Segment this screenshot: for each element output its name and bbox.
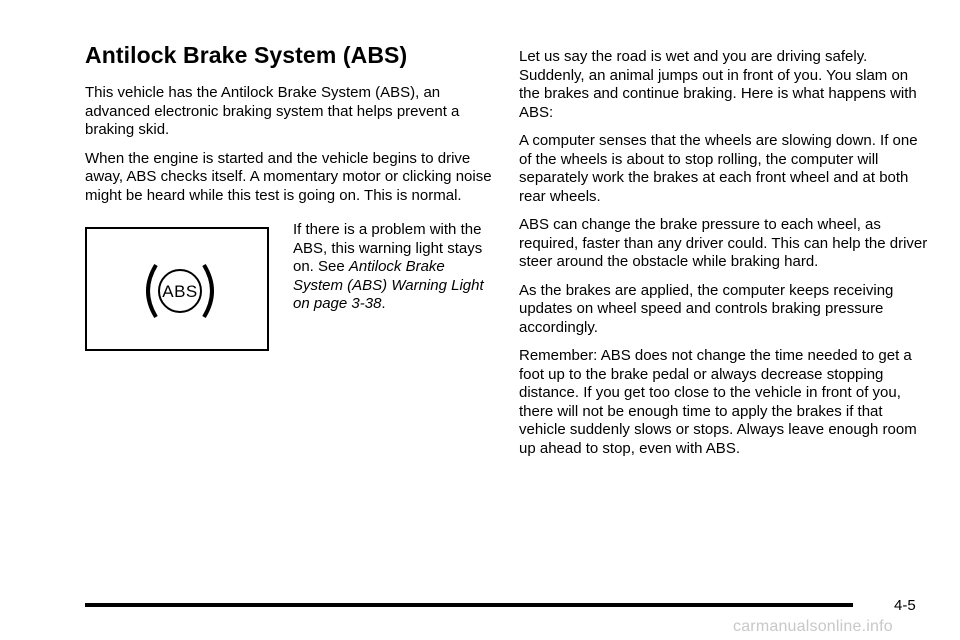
warning-light-note <box>293 221 493 314</box>
wheel-speed-paragraph: As the brakes are applied, the computer keeps receiving updates on wheel speed and controls braking pressure accordingly. <box>519 281 894 336</box>
watermark: carmanualsonline.info <box>733 618 893 635</box>
warning-light-reference-link: Antilock Brake System (ABS) Warning Light on page 3-38 <box>293 258 484 312</box>
section-title: Antilock Brake System (ABS) <box>85 42 408 68</box>
computer-senses-paragraph: A computer senses that the wheels are slowing down. If one of the wheels is about to stop rolling, the computer will separately work the brakes at each front wheel and at both rear wheels. <box>519 132 918 205</box>
intro-paragraph: This vehicle has the Antilock Brake System (ABS), an advanced electronic braking system that helps prevent a braking skid. <box>85 84 460 138</box>
left-column <box>85 40 495 361</box>
brake-pressure-paragraph: ABS can change the brake pressure to each wheel, as required, faster than any driver could. This can help the driver steer around the obstacle while braking hard. <box>519 216 928 270</box>
warning-light-figure <box>85 221 495 361</box>
scenario-paragraph: Let us say the road is wet and you are driving safely. Suddenly, an animal jumps out in front of you. You slam on the brakes and continue braking. Here is what happens with ABS: <box>519 48 917 121</box>
footer-rule <box>85 603 853 607</box>
abs-icon-label: ABS <box>162 282 198 301</box>
left-bracket-arc <box>148 265 156 317</box>
abs-warning-light-frame <box>85 227 269 351</box>
right-column <box>519 48 929 468</box>
page-number: 4-5 <box>894 597 916 614</box>
right-bracket-arc <box>204 265 212 317</box>
self-check-paragraph: When the engine is started and the vehicle begins to drive away, ABS checks itself. A momentary motor or clicking noise might be heard while this test is going on. This is normal. <box>85 149 492 204</box>
warning-note-end: . <box>381 295 386 312</box>
remember-paragraph: Remember: ABS does not change the time needed to get a foot up to the brake pedal or always decrease stopping distance. If you get too close to the vehicle in front of you, there will not be enough time to apply the brakes if that vehicle suddenly slows or stops. Always leave enough room up ahead to stop, even with ABS. <box>519 347 917 457</box>
warning-note-text: If there is a problem with the ABS, this warning light stays on. See <box>293 221 483 275</box>
abs-warning-light-icon <box>142 261 218 321</box>
